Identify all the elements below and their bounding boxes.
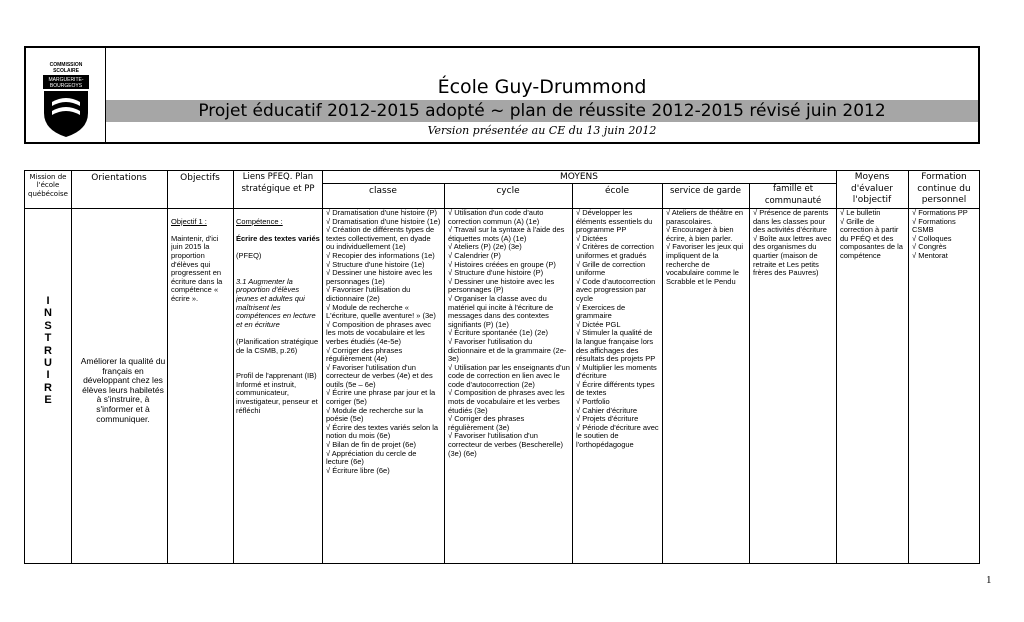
version-note: Version présentée au CE du 13 juin 2012 <box>427 124 657 137</box>
plan-table <box>24 170 980 564</box>
objectif-label: Objectif 1 : <box>171 216 207 226</box>
header-famille: famille et communauté <box>764 184 822 206</box>
cycle-cell: √ Utilisation d'un code d'auto correction commun (A) (1e) √ Travail sur la syntaxe à l'aide des étiquettes mots (A) (1e) √ Ateliers (P) (2e) (3e) √ Calendrier (P) √ Histoires créées en groupe (P) √ Structure d'une histoire (P) √ Dessiner une histoire avec les personnages (P) √ Organiser la classe avec du matériel qui incite à l'écriture de messages dans des contextes signifiants (P) (1e) √ Écriture spontanée (1e) (2e) √ Favoriser l'utilisation du dictionnaire et de la grammaire (2e-3e) √ Utilisation par les enseignants d'un code de correction en lien avec le code d'autocorrection (2e) √ Composition de phrases avec les mots de vocabulaire et les verbes étudiés (3e) √ Corriger des phrases régulièrement (3e) √ Favoriser l'utilisation d'un correcteur de verbes (Bescherelle) (3e) (6e) <box>448 209 570 458</box>
objectif-cell <box>171 209 231 304</box>
objectif-text: Maintenir, d'ici juin 2015 la proportion d'élèves qui progressent en écriture dans la compétence « écrire ». <box>171 233 223 303</box>
header-formation: Formation continue du personnel <box>917 172 971 205</box>
mission-instruire: I N S T R U I R E <box>44 295 52 407</box>
header-classe: classe <box>369 186 397 196</box>
logo-line-1: COMMISSION <box>49 62 83 68</box>
header-cycle: cycle <box>496 186 520 196</box>
header-evaluer: Moyens d'évaluer l'objectif <box>850 172 893 205</box>
header-moyens: MOYENS <box>560 172 598 182</box>
header-service: service de garde <box>669 186 742 196</box>
school-board-logo <box>40 58 92 138</box>
page-number: 1 <box>986 574 992 586</box>
school-name: École Guy-Drummond <box>437 76 647 98</box>
header-ecole: école <box>604 186 630 196</box>
liens-plan: (Planification stratégique de la CSMB, p.26) <box>236 336 319 355</box>
formation-cell: √ Formations PP √ Formations CSMB √ Colloques √ Congrès √ Mentorat <box>912 209 968 260</box>
header-liens: Liens PFEQ. Plan stratégique et PP <box>241 172 315 194</box>
title-area <box>106 48 978 142</box>
service-cell: √ Ateliers de théâtre en parascolaires. √ Encourager à bien écrire, à bien parler. √ Favoriser les jeux qui impliquent de la recherche de vocabulaire comme le Scrabble et le Pendu <box>666 209 744 286</box>
project-title: Projet éducatif 2012-2015 adopté ~ plan de réussite 2012-2015 révisé juin 2012 <box>106 100 978 122</box>
logo-line-3: MARGUERITE- <box>48 77 84 83</box>
header-orientations: Orientations <box>91 173 147 183</box>
logo-line-4: BOURGEOYS <box>49 83 83 89</box>
liens-cell <box>236 209 320 415</box>
classe-cell: √ Dramatisation d'une histoire (P) √ Dramatisation d'une histoire (1e) √ Création de différents types de textes collectivement, en dyade ou individuellement (1e) √ Recopier des informations (1e) √ Structure d'une histoire (1e) √ Dessiner une histoire avec les personnages (1e) √ Favoriser l'utilisation du dictionnaire (2e) √ Module de recherche « L'écriture, quelle aventure! » (3e) √ Composition de phrases avec les mots de vocabulaire et les verbes étudiés (4e-5e) √ Corriger des phrases régulièrement (4e) √ Favoriser l'utilisation d'un correcteur de verbes (4e) et des outils (5e – 6e) √ Écrire une phrase par jour et la corriger (5e) √ Module de recherche sur la poésie (5e) √ Écrire des textes variés selon la notion du mois (6e) √ Bilan de fin de projet (6e) √ Appréciation du cercle de lecture (6e) √ Écriture libre (6e) <box>326 209 441 475</box>
orientation-text: Améliorer la qualité du français en développant chez les élèves leurs habiletés à s'instruire, à s'informer et à communiquer. <box>80 356 166 424</box>
liens-label: Compétence : <box>236 216 283 226</box>
ecole-cell: √ Développer les éléments essentiels du programme PP √ Dictées √ Critères de correction uniformes et gradués √ Grille de correction uniforme √ Code d'autocorrection avec progression par cycle √ Exercices de grammaire √ Dictée PGL √ Stimuler la qualité de la langue française lors des affichages des résultats des projets PP √ Multiplier les moments d'écriture √ Écrire différents types de textes √ Portfolio √ Cahier d'écriture √ Projets d'écriture √ Période d'écriture avec le soutien de l'orthopédagogue <box>576 209 659 450</box>
liens-pfeq: (PFEQ) <box>236 250 262 260</box>
liens-profil: Profil de l'apprenant (IB) Informé et instruit, communicateur, investigateur, penseur et réfléchi <box>236 371 318 415</box>
header-objectifs: Objectifs <box>180 173 220 183</box>
logo-cell <box>26 48 106 142</box>
famille-cell: √ Présence de parents dans les classes pour des activités d'écriture √ Boîte aux lettres avec des organismes du quartier (maison de retraite et Les petits frères des Pauvres) <box>753 209 832 278</box>
evaluer-cell: √ Le bulletin √ Grille de correction à partir du PFÉQ et des composantes de la compétence <box>840 209 903 260</box>
logo-line-2: SCOLAIRE <box>53 68 79 74</box>
liens-competence: Écrire des textes variés <box>236 233 320 243</box>
liens-augmenter: 3.1 Augmenter la proportion d'élèves jeunes et adultes qui maîtrisent les compétences en lecture et en écriture <box>236 276 316 329</box>
document-header <box>24 46 980 144</box>
header-mission: Mission de l'école québécoise <box>28 173 68 198</box>
